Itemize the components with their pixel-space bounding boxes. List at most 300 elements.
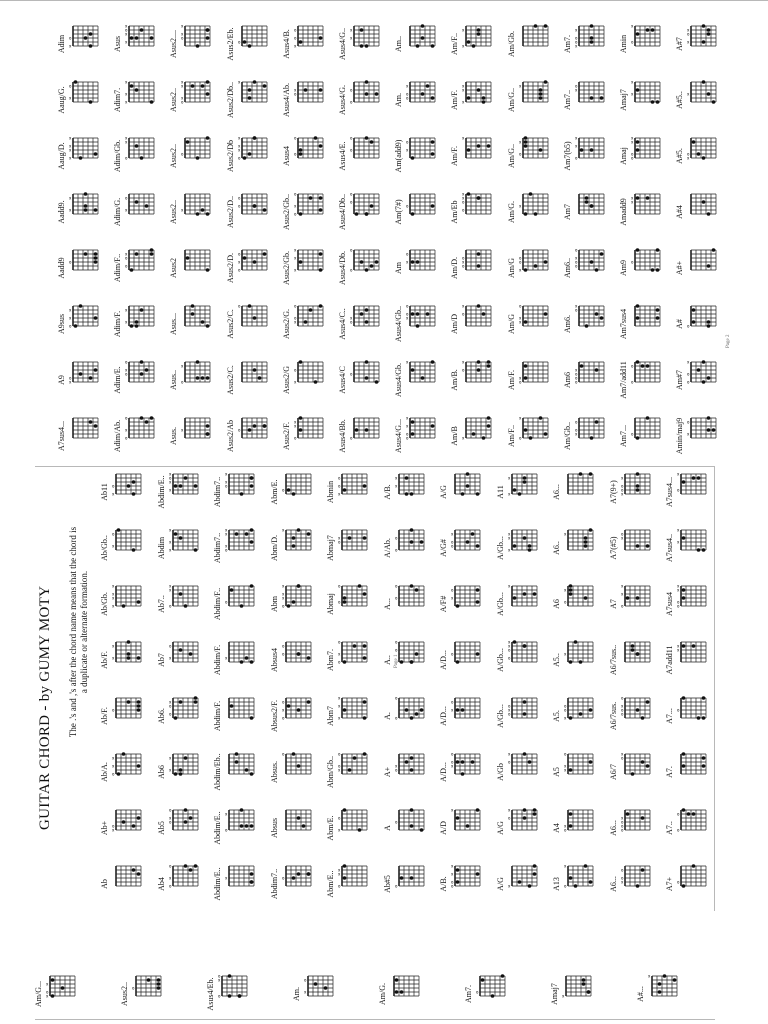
chord-diagram-icon <box>169 752 199 776</box>
chord-cell <box>338 184 394 240</box>
finger-dot <box>658 982 662 986</box>
finger-dot <box>702 156 706 160</box>
svg-text:o: o <box>518 304 522 309</box>
chord-name: Asus4/G. <box>338 85 347 116</box>
finger-dot <box>183 756 187 760</box>
chord-name: A6.. <box>552 541 561 555</box>
finger-dot <box>579 472 583 476</box>
svg-text:o: o <box>281 651 284 657</box>
svg-text:x: x <box>462 87 465 93</box>
chord-cell <box>113 72 169 128</box>
svg-text:x: x <box>181 83 184 89</box>
chord-name: Am7sus4 <box>619 308 628 340</box>
finger-dot <box>625 596 629 600</box>
chord-cell <box>113 240 169 296</box>
chord-name: A5. <box>552 710 561 722</box>
finger-dot <box>247 428 251 432</box>
chord-name: Am.. <box>394 36 404 52</box>
chord-name: A/D... <box>439 762 448 782</box>
chord-name: Asus2.. <box>169 200 179 225</box>
chord-name: Adim/F.. <box>113 253 123 283</box>
svg-text:o: o <box>46 989 49 995</box>
svg-text:x: x <box>406 423 409 429</box>
svg-text:o: o <box>112 771 115 776</box>
svg-text:o: o <box>677 811 680 817</box>
chord-diagram-icon <box>125 80 155 104</box>
svg-text:o: o <box>237 155 241 160</box>
finger-dot <box>173 532 177 536</box>
finger-dot <box>594 368 598 372</box>
finger-dot <box>651 268 655 272</box>
svg-text:x: x <box>631 139 634 145</box>
finger-dot <box>487 144 491 148</box>
svg-text:x: x <box>125 251 128 257</box>
chord-cell <box>563 408 619 464</box>
finger-dot <box>697 476 701 480</box>
svg-text:x: x <box>462 43 465 48</box>
page1-number: Page 1 <box>394 654 399 668</box>
chord-diagram-icon <box>631 136 661 160</box>
finger-dot <box>538 88 542 92</box>
finger-dot <box>117 528 121 532</box>
chord-diagram-icon <box>564 696 594 720</box>
chord-cell <box>609 576 665 632</box>
chord-name: A7sus4 <box>665 592 674 617</box>
finger-dot <box>636 316 640 320</box>
finger-dot <box>228 974 232 978</box>
finger-dot <box>286 604 290 608</box>
finger-dot <box>640 760 644 764</box>
svg-text:x: x <box>507 535 510 541</box>
svg-text:x: x <box>69 315 72 321</box>
svg-text:o: o <box>293 367 297 373</box>
chord-cell <box>563 16 619 72</box>
svg-text:x: x <box>631 80 634 85</box>
svg-text:o: o <box>507 711 510 717</box>
chord-diagram-icon <box>451 640 481 664</box>
chord-cell <box>113 296 169 352</box>
finger-dot <box>178 592 182 596</box>
chord-diagram-icon <box>648 974 678 998</box>
svg-text:o: o <box>451 759 454 765</box>
chord-cell <box>439 632 495 688</box>
chord-cell <box>226 128 282 184</box>
chord-name: A <box>382 825 392 831</box>
chord-diagram-icon <box>169 584 199 608</box>
svg-text:x: x <box>69 195 72 201</box>
finger-dot <box>461 492 465 496</box>
svg-text:o: o <box>225 547 228 552</box>
chord-diagram-icon <box>564 640 594 664</box>
finger-dot <box>365 376 369 380</box>
svg-text:x: x <box>69 143 72 149</box>
svg-text:x: x <box>112 591 115 597</box>
svg-text:x: x <box>507 883 510 888</box>
finger-dot <box>79 372 83 376</box>
svg-text:x: x <box>225 472 228 477</box>
page1-subtitle <box>68 512 90 752</box>
svg-text:o: o <box>293 136 297 141</box>
svg-text:o: o <box>168 475 171 481</box>
finger-dot <box>291 876 295 880</box>
svg-text:o: o <box>237 427 241 433</box>
finger-dot <box>89 100 93 104</box>
chord-cell <box>270 632 326 688</box>
svg-text:o: o <box>451 543 454 549</box>
finger-dot <box>296 708 300 712</box>
finger-dot <box>512 640 516 644</box>
chord-diagram-icon <box>631 248 661 272</box>
finger-dot <box>318 304 322 308</box>
svg-text:x: x <box>112 584 115 589</box>
chord-diagram-icon <box>125 24 155 48</box>
chord-cell <box>169 128 225 184</box>
finger-dot <box>365 320 369 324</box>
chord-cell <box>439 856 495 912</box>
svg-text:o: o <box>631 151 634 157</box>
chord-name: Am/F. <box>450 145 460 167</box>
finger-dot <box>206 424 210 428</box>
svg-text:x: x <box>125 307 128 313</box>
svg-text:x: x <box>125 91 128 97</box>
finger-dot <box>589 204 593 208</box>
svg-text:x: x <box>406 147 409 153</box>
svg-text:x: x <box>507 640 510 645</box>
svg-text:x: x <box>181 363 184 369</box>
finger-dot <box>303 88 307 92</box>
chord-name: A6/7sus.. <box>608 644 618 676</box>
finger-dot <box>291 600 295 604</box>
finger-dot <box>707 92 711 96</box>
finger-dot <box>206 92 210 96</box>
svg-text:x: x <box>507 491 510 496</box>
chord-diagram-icon <box>508 472 538 496</box>
finger-dot <box>89 420 93 424</box>
svg-text:x: x <box>225 811 228 817</box>
chord-diagram-icon <box>621 640 651 664</box>
chord-cell <box>609 800 665 856</box>
chord-name: Asus2/Ab <box>225 420 235 453</box>
svg-text:o: o <box>281 603 284 608</box>
chord-name: Am/Gb. <box>506 31 516 57</box>
svg-text:o: o <box>574 419 578 425</box>
svg-text:x: x <box>225 543 228 549</box>
chord-name: Abm/E.. <box>326 870 335 898</box>
svg-text:o: o <box>338 475 341 481</box>
svg-text:x: x <box>631 91 634 97</box>
svg-text:x: x <box>225 528 228 533</box>
finger-dot <box>411 368 415 372</box>
chord-diagram-icon <box>294 304 324 328</box>
finger-dot <box>579 660 583 664</box>
svg-text:o: o <box>394 535 397 541</box>
finger-dot <box>245 768 249 772</box>
svg-text:x: x <box>406 315 409 321</box>
finger-dot <box>186 140 190 144</box>
svg-text:o: o <box>620 827 623 832</box>
chord-cell <box>383 464 439 520</box>
chord-cell <box>439 520 495 576</box>
finger-dot <box>324 986 328 990</box>
finger-dot <box>477 196 481 200</box>
finger-dot <box>431 360 435 364</box>
chord-diagram-icon <box>112 640 142 664</box>
finger-dot <box>150 100 154 104</box>
finger-dot <box>291 492 295 496</box>
svg-text:o: o <box>304 977 307 983</box>
finger-dot <box>579 364 583 368</box>
chord-diagram-icon <box>462 248 492 272</box>
finger-dot <box>286 488 290 492</box>
finger-dot <box>702 764 706 768</box>
chord-diagram-icon <box>350 416 380 440</box>
finger-dot <box>501 974 505 978</box>
finger-dot <box>252 368 256 372</box>
svg-text:x: x <box>518 319 521 325</box>
svg-text:x: x <box>69 155 72 160</box>
finger-dot <box>250 872 254 876</box>
chord-cell <box>326 464 382 520</box>
finger-dot <box>476 652 480 656</box>
svg-text:o: o <box>677 707 680 713</box>
chord-name: Asus2/G. <box>281 309 291 340</box>
finger-dot <box>702 756 706 760</box>
svg-text:o: o <box>677 487 680 493</box>
chord-name: A/G# <box>439 539 448 557</box>
chord-diagram-icon <box>687 24 717 48</box>
finger-dot <box>589 760 593 764</box>
chord-cell <box>675 296 731 352</box>
finger-dot <box>306 532 310 536</box>
finger-dot <box>399 660 403 664</box>
chord-cell <box>383 744 439 800</box>
finger-dot <box>250 716 254 720</box>
chord-diagram-icon <box>575 80 605 104</box>
svg-text:o: o <box>281 715 284 720</box>
chord-cell <box>665 688 721 744</box>
chord-diagram-icon <box>282 696 312 720</box>
svg-text:o: o <box>406 431 409 437</box>
finger-dot <box>635 708 639 712</box>
svg-text:o: o <box>338 599 341 605</box>
finger-dot <box>656 248 660 252</box>
chord-cell <box>496 744 552 800</box>
finger-dot <box>363 752 367 756</box>
finger-dot <box>512 596 516 600</box>
chord-diagram-icon <box>395 864 425 888</box>
svg-text:o: o <box>620 875 623 881</box>
finger-dot <box>135 200 139 204</box>
svg-text:o: o <box>406 304 409 309</box>
svg-text:x: x <box>237 136 240 141</box>
finger-dot <box>411 156 415 160</box>
finger-dot <box>343 660 347 664</box>
svg-text:o: o <box>168 808 171 813</box>
chord-diagram-icon <box>112 808 142 832</box>
finger-dot <box>84 192 88 196</box>
chord-name: Adim/F. <box>113 310 123 338</box>
svg-text:x: x <box>648 974 651 979</box>
svg-text:x: x <box>631 136 634 141</box>
finger-dot <box>130 268 134 272</box>
finger-dot <box>692 476 696 480</box>
finger-dot <box>692 644 696 648</box>
svg-text:o: o <box>181 35 184 41</box>
svg-text:o: o <box>112 483 115 489</box>
finger-dot <box>543 432 547 436</box>
finger-dot <box>348 536 352 540</box>
finger-dot <box>656 100 660 104</box>
chord-name: A#5.. <box>675 91 685 109</box>
finger-dot <box>206 212 210 216</box>
finger-dot <box>137 872 141 876</box>
finger-dot <box>702 548 706 552</box>
chord-cell <box>552 520 608 576</box>
svg-text:o: o <box>69 83 72 89</box>
chord-diagram-icon <box>677 808 707 832</box>
chord-diagram-icon <box>395 472 425 496</box>
svg-text:x: x <box>225 655 228 661</box>
finger-dot <box>137 700 141 704</box>
finger-dot <box>178 700 182 704</box>
finger-dot <box>461 760 465 764</box>
finger-dot <box>296 528 300 532</box>
chord-cell <box>496 856 552 912</box>
finger-dot <box>235 532 239 536</box>
finger-dot <box>157 982 161 986</box>
chord-diagram-icon <box>508 640 538 664</box>
chord-diagram-icon <box>621 752 651 776</box>
svg-text:o: o <box>69 35 72 41</box>
chord-name: Aadd9 <box>57 257 66 279</box>
svg-text:o: o <box>574 307 578 313</box>
svg-text:o: o <box>406 139 409 145</box>
finger-dot <box>286 704 290 708</box>
svg-text:o: o <box>125 371 128 377</box>
chord-name: A7sus4... <box>57 421 66 452</box>
finger-dot <box>635 884 639 888</box>
finger-dot <box>682 696 686 700</box>
finger-dot <box>582 978 586 982</box>
chord-name: A/Gb... <box>495 648 505 672</box>
chord-name: Asus2/C. <box>225 365 235 395</box>
svg-text:x: x <box>687 27 690 33</box>
svg-text:o: o <box>620 487 623 493</box>
svg-text:o: o <box>687 323 690 328</box>
finger-dot <box>589 528 593 532</box>
svg-text:o: o <box>181 99 184 104</box>
finger-dot <box>193 864 197 868</box>
svg-text:x: x <box>338 703 341 709</box>
svg-text:x: x <box>112 755 115 761</box>
finger-dot <box>707 264 711 268</box>
finger-dot <box>532 812 536 816</box>
finger-dot <box>569 768 573 772</box>
chord-cell <box>394 240 450 296</box>
svg-text:x: x <box>507 475 510 481</box>
finger-dot <box>416 260 420 264</box>
svg-text:x: x <box>574 431 578 437</box>
svg-text:o: o <box>338 483 341 489</box>
finger-dot <box>250 540 254 544</box>
chord-cell <box>394 184 450 240</box>
finger-dot <box>414 652 418 656</box>
finger-dot <box>589 436 593 440</box>
svg-text:x: x <box>620 815 623 821</box>
svg-text:o: o <box>507 703 510 709</box>
finger-dot <box>313 380 317 384</box>
finger-dot <box>569 876 573 880</box>
svg-text:x: x <box>507 752 510 757</box>
chord-diagram-icon <box>125 416 155 440</box>
chord-diagram-icon <box>519 248 549 272</box>
chord-name: Asus2/D.. <box>225 196 235 229</box>
svg-text:x: x <box>69 307 72 313</box>
svg-text:x: x <box>181 95 184 101</box>
finger-dot <box>471 760 475 764</box>
finger-dot <box>262 84 266 88</box>
chord-diagram-icon <box>519 80 549 104</box>
chord-name: A11 <box>495 485 505 499</box>
chord-name: Asus4/C <box>338 366 347 394</box>
finger-dot <box>122 820 126 824</box>
finger-dot <box>707 320 711 324</box>
chord-name: Ab11 <box>100 483 109 501</box>
chord-name: Asus4/G.. <box>338 28 347 61</box>
finger-dot <box>127 484 131 488</box>
chord-diagram-icon <box>294 248 324 272</box>
chord-cell <box>665 520 721 576</box>
chord-cell <box>338 352 394 408</box>
chord-cell <box>338 128 394 184</box>
chord-name: Asus.. <box>169 370 179 391</box>
chord-name: Asus2/Gb.. <box>281 194 291 231</box>
chord-cell <box>450 296 506 352</box>
chord-diagram-icon <box>508 528 538 552</box>
finger-dot <box>431 204 435 208</box>
chord-cell <box>57 72 113 128</box>
svg-text:o: o <box>518 435 522 440</box>
finger-dot <box>589 24 593 28</box>
finger-dot <box>84 252 88 256</box>
chord-cell <box>665 800 721 856</box>
finger-dot <box>370 140 374 144</box>
svg-text:x: x <box>168 767 171 773</box>
finger-dot <box>682 752 686 756</box>
finger-dot <box>702 80 706 84</box>
svg-text:x: x <box>293 267 297 272</box>
chord-cell <box>619 16 675 72</box>
chord-name: A4 <box>552 823 561 833</box>
finger-dot <box>712 100 716 104</box>
finger-dot <box>466 472 470 476</box>
finger-dot <box>645 544 649 548</box>
chord-name: Am/G. <box>378 983 387 1005</box>
chord-diagram-icon <box>621 864 651 888</box>
finger-dot <box>697 152 701 156</box>
finger-dot <box>411 212 415 216</box>
chord-cell <box>507 72 563 128</box>
chord-diagram-icon <box>406 304 436 328</box>
chord-diagram-icon <box>294 360 324 384</box>
svg-text:o: o <box>69 323 72 328</box>
svg-text:x: x <box>462 83 465 89</box>
chord-name: Am7/add11 <box>619 361 628 399</box>
finger-dot <box>191 84 195 88</box>
finger-dot <box>365 428 369 432</box>
svg-text:o: o <box>225 483 228 489</box>
svg-text:o: o <box>112 823 115 829</box>
